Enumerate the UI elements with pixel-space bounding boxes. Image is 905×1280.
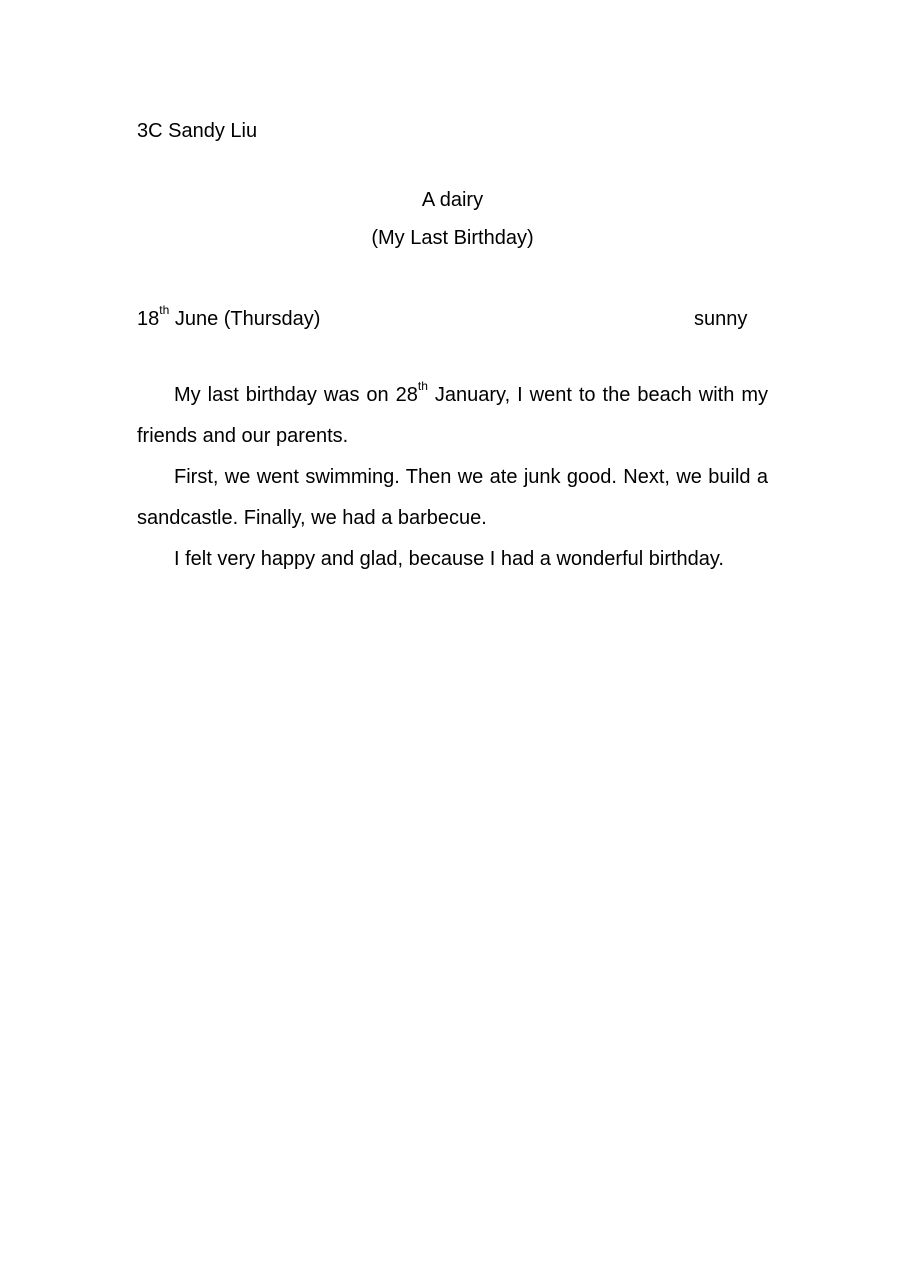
author-line: 3C Sandy Liu bbox=[137, 120, 258, 142]
document-subtitle: (My Last Birthday) bbox=[371, 227, 534, 249]
paragraph-1-end: January, I went to the beach with my friends and our parents. bbox=[137, 384, 768, 447]
date-ordinal-suffix: th bbox=[159, 303, 170, 318]
date-rest: June (Thursday) bbox=[169, 308, 321, 330]
date-day: 18 bbox=[137, 308, 160, 330]
date-line bbox=[137, 303, 321, 332]
diary-body bbox=[137, 375, 768, 580]
paragraph-3: I felt very happy and glad, because I had a wonderful birthday. bbox=[174, 548, 724, 570]
paragraph-1 bbox=[137, 375, 768, 457]
weather-label: sunny bbox=[694, 308, 748, 330]
paragraph-1-ordinal-suffix: th bbox=[417, 379, 428, 394]
paragraph-1-start: My last birthday was on 28 bbox=[174, 384, 418, 406]
paragraph-2: First, we went swimming. Then we ate junk good. Next, we build a sandcastle. Finally, we had a barbecue. bbox=[137, 466, 768, 529]
document-title: A dairy bbox=[421, 189, 484, 211]
